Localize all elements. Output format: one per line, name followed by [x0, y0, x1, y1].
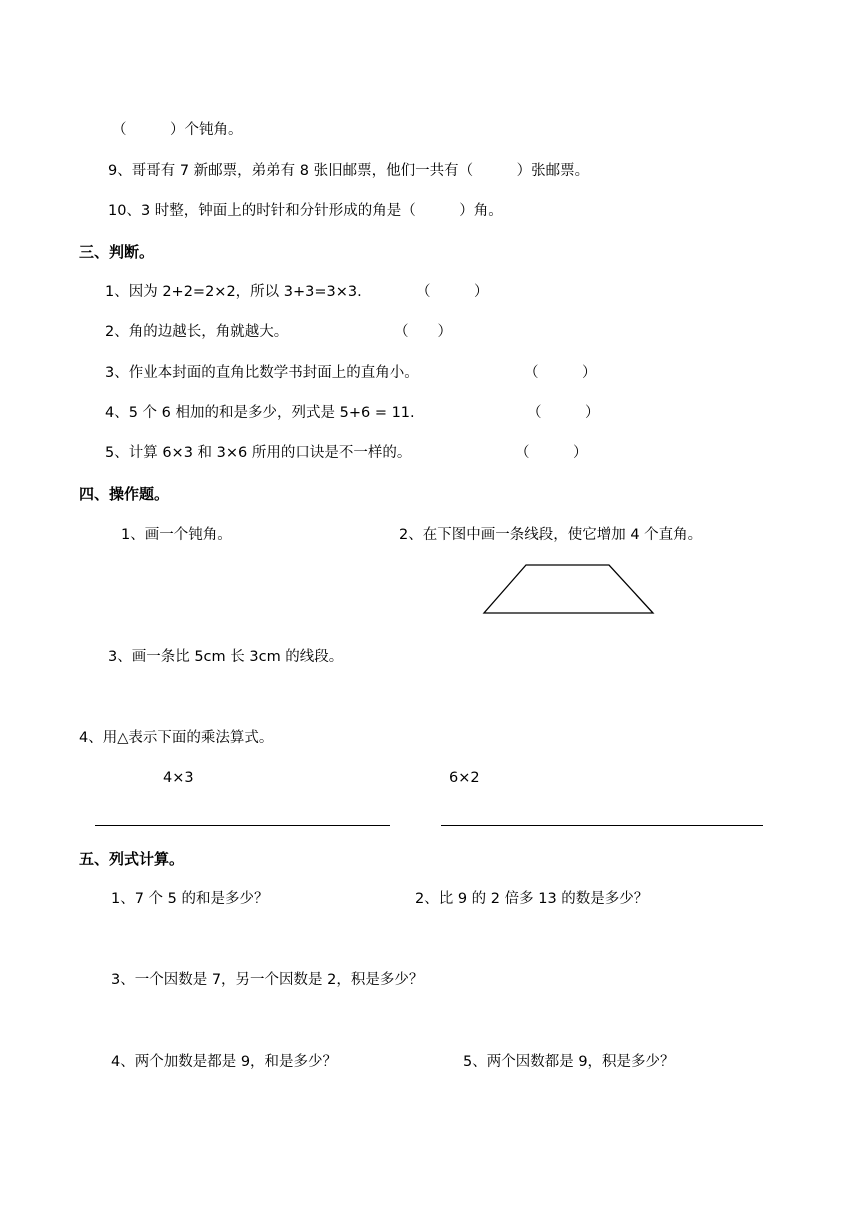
judge-blank-3: （ ）	[524, 365, 597, 381]
section4-title: 四、操作题。	[79, 485, 170, 503]
section5-title: 五、列式计算。	[79, 850, 185, 868]
judge-item-2: 2、角的边越长，角就越大。	[105, 324, 289, 340]
op-question-1: 1、画一个钝角。	[121, 527, 232, 543]
item8-tail: （ ）个钝角。	[112, 122, 243, 138]
judge-blank-4: （ ）	[527, 405, 600, 421]
expression-left: 4×3	[163, 770, 194, 786]
calc-question-1: 1、7 个 5 的和是多少？	[111, 891, 269, 907]
trapezoid-figure	[476, 558, 660, 620]
answer-line-left	[95, 825, 390, 826]
op-question-3: 3、画一条比 5cm 长 3cm 的线段。	[108, 649, 344, 665]
op-question-2: 2、在下图中画一条线段，使它增加 4 个直角。	[399, 527, 703, 543]
calc-question-5: 5、两个因数都是 9，积是多少？	[463, 1054, 675, 1070]
judge-item-3: 3、作业本封面的直角比数学书封面上的直角小。	[105, 365, 419, 381]
judge-item-1: 1、因为 2+2=2×2，所以 3+3=3×3.	[105, 284, 362, 300]
answer-line-right	[441, 825, 763, 826]
item9: 9、哥哥有 7 新邮票，弟弟有 8 张旧邮票，他们一共有（ ）张邮票。	[108, 163, 590, 179]
judge-item-5: 5、计算 6×3 和 3×6 所用的口诀是不一样的。	[105, 445, 412, 461]
op-question-4: 4、用△表示下面的乘法算式。	[79, 730, 274, 746]
calc-question-3: 3、一个因数是 7，另一个因数是 2，积是多少？	[111, 972, 424, 988]
judge-blank-5: （ ）	[515, 445, 588, 461]
calc-question-2: 2、比 9 的 2 倍多 13 的数是多少？	[415, 891, 649, 907]
judge-blank-1: （ ）	[416, 284, 489, 300]
judge-blank-2: （ ）	[394, 324, 452, 340]
judge-item-4: 4、5 个 6 相加的和是多少，列式是 5+6 = 11.	[105, 405, 415, 421]
section3-title: 三、判断。	[79, 243, 155, 261]
expression-right: 6×2	[449, 770, 480, 786]
item10: 10、3 时整，钟面上的时针和分针形成的角是（ ）角。	[108, 203, 503, 219]
calc-question-4: 4、两个加数是都是 9，和是多少？	[111, 1054, 338, 1070]
